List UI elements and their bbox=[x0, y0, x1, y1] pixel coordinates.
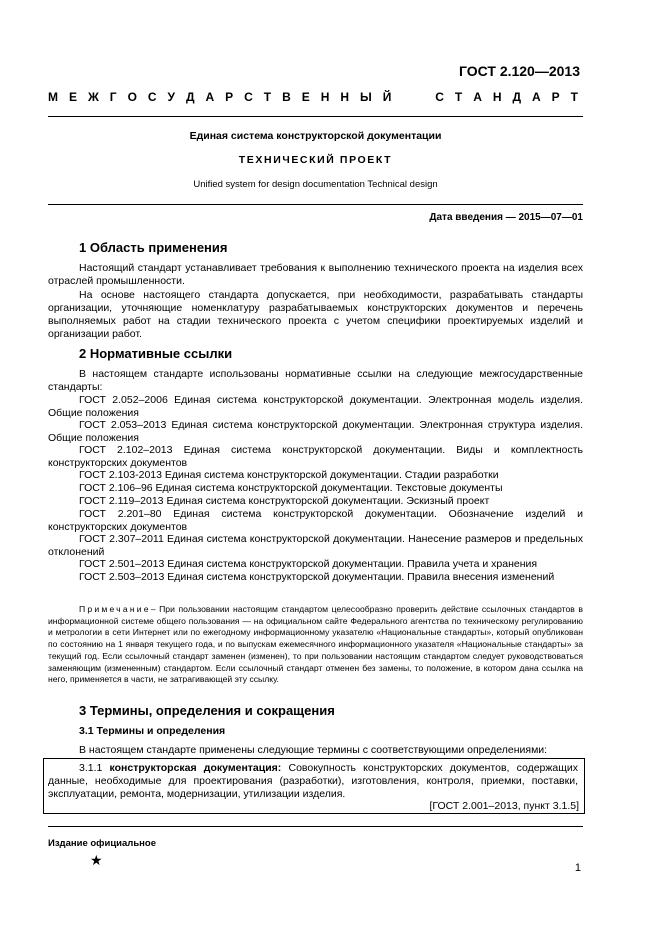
reference-item: ГОСТ 2.119–2013 Единая система конструкторской документации. Эскизный проект bbox=[79, 495, 490, 507]
section-2-heading: 2 Нормативные ссылки bbox=[79, 346, 233, 361]
header-letter: Р bbox=[225, 90, 234, 104]
header-letter: А bbox=[205, 90, 215, 104]
reference-item: ГОСТ 2.052–2006 Единая система конструкторской документации. Электронная модель изделия. Общие положения bbox=[48, 394, 583, 419]
section-3-intro: В настоящем стандарте применены следующие термины с соответствующими определениями: bbox=[79, 744, 548, 756]
header-letter: С bbox=[147, 90, 157, 104]
section-3-heading: 3 Термины, определения и сокращения bbox=[79, 703, 335, 718]
header-letter: Е bbox=[301, 90, 310, 104]
term-def: Совокупность конструкторских документов, содержащих данные, необходимые для проектирования (разработки), изготовления, контроля, приемки, поставки, эксплуатации, ремонта, модернизации, утилизации изделия. bbox=[48, 762, 579, 800]
header-letter: О bbox=[127, 90, 137, 104]
system-title: Единая система конструкторской документации bbox=[189, 130, 442, 142]
header-letter: А bbox=[532, 90, 541, 104]
header-letter: Т bbox=[263, 90, 272, 104]
header-letter: У bbox=[167, 90, 175, 104]
header-letter: Т bbox=[570, 90, 578, 104]
star-icon: ★ bbox=[90, 852, 103, 868]
section-1-heading: 1 Область применения bbox=[79, 240, 228, 255]
section-1-paragraph-1: Настоящий стандарт устанавливает требования к выполнению технического проекта на изделия всех отраслей промышленности. bbox=[48, 262, 583, 287]
subsection-3-1-heading: 3.1 Термины и определения bbox=[79, 725, 226, 737]
header-divider bbox=[48, 116, 583, 117]
page-number: 1 bbox=[574, 862, 581, 874]
reference-item: ГОСТ 2.307–2011 Единая система конструкторской документации. Нанесение размеров и предельных отклонений bbox=[48, 533, 583, 558]
header-letter: С bbox=[435, 90, 444, 104]
term-source: [ГОСТ 2.001–2013, пункт 3.1.5] bbox=[429, 800, 579, 812]
reference-item: ГОСТ 2.053–2013 Единая система конструкторской документации. Электронная структура изделия. Общие положения bbox=[48, 419, 583, 444]
reference-item: ГОСТ 2.503–2013 Единая система конструкторской документации. Правила внесения изменений bbox=[79, 571, 555, 583]
section-1-paragraph-2: На основе настоящего стандарта допускается, при необходимости, разрабатывать стандарты организации, уточняющие номенклатуру разрабатываемых конструкторских документов и перечень выполняемых работ на стадии технического проекта с учетом специфики проектируемых изделий и организации работ. bbox=[48, 289, 583, 340]
term-definition-box bbox=[43, 758, 585, 814]
header-letter: Ы bbox=[359, 90, 372, 104]
header-letter: Г bbox=[109, 90, 117, 104]
term-name: конструкторская документация: bbox=[109, 762, 282, 774]
edition-label: Издание официальное bbox=[48, 838, 156, 849]
reference-item: ГОСТ 2.501–2013 Единая система конструкторской документации. Правила учета и хранения bbox=[79, 558, 538, 570]
header-letter: Й bbox=[382, 90, 392, 104]
header-letter: Н bbox=[320, 90, 330, 104]
section-2-intro: В настоящем стандарте использованы нормативные ссылки на следующие межгосударственные стандарты: bbox=[48, 368, 583, 393]
reference-item: ГОСТ 2.102–2013 Единая система конструкторской документации. Виды и комплектность конструкторских документов bbox=[48, 444, 583, 469]
reference-item: ГОСТ 2.201–80 Единая система конструкторской документации. Обозначение изделий и конструкторских документов bbox=[48, 508, 583, 533]
header-letter: Н bbox=[492, 90, 502, 104]
note bbox=[48, 604, 583, 686]
term-definition bbox=[48, 762, 578, 801]
header-letter: Р bbox=[551, 90, 560, 104]
header-letter: С bbox=[244, 90, 253, 104]
header-letter: Т bbox=[454, 90, 463, 104]
header-letter: Е bbox=[68, 90, 77, 104]
english-title: Unified system for design documentation Technical design bbox=[193, 179, 438, 190]
header-letter: М bbox=[48, 90, 58, 104]
header-letter: В bbox=[282, 90, 291, 104]
reference-item: ГОСТ 2.103-2013 Единая система конструкторской документации. Стадии разработки bbox=[79, 469, 499, 481]
header-letter: А bbox=[473, 90, 482, 104]
document-title: ТЕХНИЧЕСКИЙ ПРОЕКТ bbox=[238, 154, 393, 166]
gost-number: ГОСТ 2.120—2013 bbox=[458, 63, 580, 79]
header-letter: Д bbox=[512, 90, 522, 104]
note-label: Примечание bbox=[79, 604, 151, 614]
effective-date: Дата введения — 2015—07—01 bbox=[429, 212, 583, 223]
title-divider bbox=[48, 204, 583, 205]
reference-item: ГОСТ 2.106–96 Единая система конструкторской документации. Текстовые документы bbox=[79, 482, 503, 494]
header-letter: Н bbox=[340, 90, 349, 104]
note-text: – При пользовании настоящим стандартом целесообразно проверить действие ссылочных стандартов в информационной системе общего пользования — на официальном сайте Федерального агентства по техническому регулированию и метрологии в сети Интернет или по ежегодному информационному указателю «Национальные стандарты», который опубликован по состоянию на 1 января текущего года, и по выпускам ежемесячного информационного указателя «Национальные стандарты» за текущий год. Если ссылочный стандарт заменен (изменен), то при пользовании настоящим стандартом следует руководствоваться заменяющим (измененным) стандартом. Если ссылочный стандарт отменен без замены, то положение, в котором дана ссылка на него, применяется в части, не затрагивающей эту ссылку. bbox=[48, 604, 583, 685]
header-letter: Ж bbox=[87, 90, 99, 104]
footer-divider bbox=[48, 826, 583, 827]
header-gap bbox=[402, 90, 424, 104]
standard-type-header bbox=[48, 90, 578, 104]
term-number: 3.1.1 bbox=[79, 762, 103, 774]
header-letter: Д bbox=[185, 90, 195, 104]
